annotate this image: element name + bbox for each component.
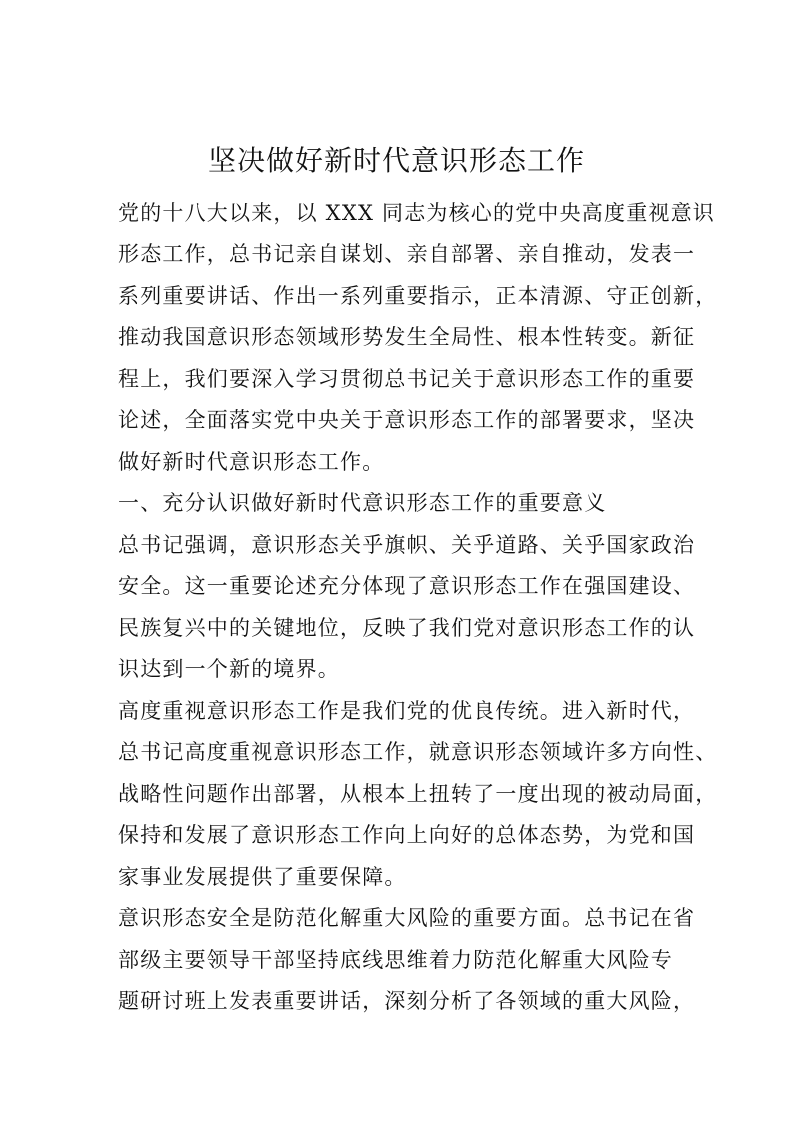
body-line: 安全。这一重要论述充分体现了意识形态工作在强国建设、 [118, 574, 696, 598]
body-line: 识达到一个新的境界。 [118, 657, 340, 681]
body-line: 形态工作，总书记亲自谋划、亲自部署、亲自推动，发表一 [118, 242, 696, 266]
body-line: 党的十八大以来，以 XXX 同志为核心的党中央高度重视意识 [118, 201, 715, 225]
body-line: 系列重要讲话、作出一系列重要指示，正本清源、守正创新， [118, 284, 718, 308]
body-line: 推动我国意识形态领域形势发生全局性、根本性转变。新征 [118, 325, 696, 349]
body-line: 程上，我们要深入学习贯彻总书记关于意识形态工作的重要 [118, 367, 696, 391]
body-line: 高度重视意识形态工作是我们党的优良传统。进入新时代， [118, 699, 696, 723]
document-title: 坚决做好新时代意识形态工作 [207, 143, 585, 177]
body-line: 民族复兴中的关键地位，反映了我们党对意识形态工作的认 [118, 616, 696, 640]
body-line: 做好新时代意识形态工作。 [118, 450, 385, 474]
body-line: 总书记高度重视意识形态工作，就意识形态领域许多方向性、 [118, 740, 718, 764]
body-line: 论述，全面落实党中央关于意识形态工作的部署要求，坚决 [118, 408, 696, 432]
body-line: 题研讨班上发表重要讲话，深刻分析了各领域的重大风险， [118, 989, 696, 1013]
body-line: 意识形态安全是防范化解重大风险的重要方面。总书记在省 [118, 906, 696, 930]
body-line: 保持和发展了意识形态工作向上向好的总体态势，为党和国 [118, 823, 696, 847]
body-line: 家事业发展提供了重要保障。 [118, 865, 407, 889]
body-line: 战略性问题作出部署，从根本上扭转了一度出现的被动局面， [118, 782, 718, 806]
section-heading: 一、充分认识做好新时代意识形态工作的重要意义 [118, 491, 607, 515]
body-line: 总书记强调，意识形态关乎旗帜、关乎道路、关乎国家政治 [118, 533, 696, 557]
body-line: 部级主要领导干部坚持底线思维着力防范化解重大风险专 [118, 948, 673, 972]
